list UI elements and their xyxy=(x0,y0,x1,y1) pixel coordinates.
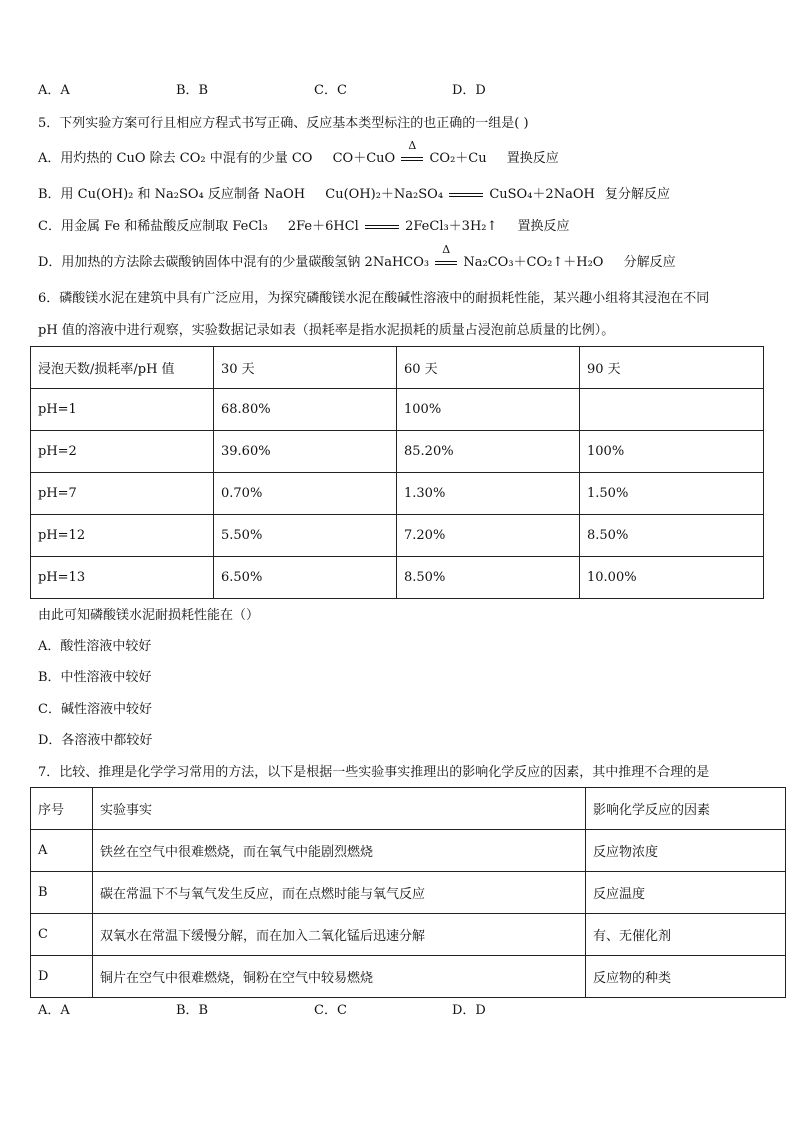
table-cell: 1.30% xyxy=(397,473,580,515)
table-cell: 8.50% xyxy=(397,557,580,599)
q5-a-eq-left: CO＋CuO xyxy=(332,151,396,166)
q5-option-d xyxy=(38,243,676,272)
q7-options xyxy=(38,1002,486,1020)
table-cell: C xyxy=(31,914,93,956)
q4-options xyxy=(38,82,486,100)
q7-stem: 7．比较、推理是化学学习常用的方法，以下是根据一些实验事实推理出的影响化学反应的因素，其中推理不合理的是 xyxy=(38,765,710,780)
q6-option-c: C．碱性溶液中较好 xyxy=(38,702,152,717)
q6-option-d: D．各溶液中都较好 xyxy=(38,733,153,748)
table-cell: A xyxy=(31,830,93,872)
table-row xyxy=(31,389,764,431)
table-row xyxy=(31,914,786,956)
table-cell: pH=12 xyxy=(31,515,214,557)
q6-question: 由此可知磷酸镁水泥耐损耗性能在（） xyxy=(38,608,260,623)
q7-option-c: C．C xyxy=(314,1003,347,1018)
q5-b-eq-right: CuSO₄＋2NaOH xyxy=(489,187,595,202)
q5-b-text: B．用 Cu(OH)₂ 和 Na₂SO₄ 反应制备 NaOH xyxy=(38,187,306,202)
q5-option-a xyxy=(38,139,559,168)
table-row xyxy=(31,557,764,599)
table-cell: 85.20% xyxy=(397,431,580,473)
table-cell: 碳在常温下不与氧气发生反应，而在点燃时能与氧气反应 xyxy=(93,872,586,914)
q5-d-text: D．用加热的方法除去碳酸钠固体中混有的少量碳酸氢钠 2NaHCO₃ xyxy=(38,255,430,270)
q6-header-cell: 60 天 xyxy=(397,347,580,389)
table-cell: 10.00% xyxy=(580,557,764,599)
q5-c-eq-left: 2Fe＋6HCl xyxy=(287,219,359,234)
q5-c-type: 置换反应 xyxy=(517,219,570,234)
table-cell: 铜片在空气中很难燃烧，铜粉在空气中较易燃烧 xyxy=(93,956,586,998)
table-cell: 100% xyxy=(397,389,580,431)
table-cell xyxy=(580,389,764,431)
table-cell: pH=13 xyxy=(31,557,214,599)
table-row xyxy=(31,830,786,872)
q4-option-d: D．D xyxy=(452,83,486,98)
q5-a-eq-right: CO₂＋Cu xyxy=(429,151,487,166)
q4-option-c: C．C xyxy=(314,83,347,98)
q6-header-cell: 90 天 xyxy=(580,347,764,389)
table-cell: 68.80% xyxy=(214,389,397,431)
q6-header-cell: 30 天 xyxy=(214,347,397,389)
q6-header-cell: 浸泡天数/损耗率/pH 值 xyxy=(31,347,214,389)
q6-stem-line1: 6．磷酸镁水泥在建筑中具有广泛应用，为探究磷酸镁水泥在酸碱性溶液中的耐损耗性能，某兴趣小组将其浸泡在不同 xyxy=(38,291,710,306)
table-row xyxy=(31,956,786,998)
q6-table-header xyxy=(31,347,764,389)
q7-table xyxy=(30,787,786,998)
table-cell: 反应物浓度 xyxy=(586,830,786,872)
table-cell: 100% xyxy=(580,431,764,473)
q7-option-b: B．B xyxy=(176,1003,209,1018)
q4-option-b: B．B xyxy=(176,83,209,98)
q5-c-text: C．用金属 Fe 和稀盐酸反应制取 FeCl₃ xyxy=(38,219,268,234)
table-cell: 1.50% xyxy=(580,473,764,515)
q7-header-cell: 实验事实 xyxy=(93,788,586,830)
table-cell: 39.60% xyxy=(214,431,397,473)
q4-option-a: A．A xyxy=(38,83,70,98)
equals-sign xyxy=(365,225,399,229)
q5-b-eq-left: Cu(OH)₂＋Na₂SO₄ xyxy=(325,187,444,202)
table-cell: B xyxy=(31,872,93,914)
equals-sign xyxy=(449,193,483,197)
table-cell: pH=2 xyxy=(31,431,214,473)
q5-c-eq-right: 2FeCl₃＋3H₂↑ xyxy=(405,219,498,234)
heating-equals-sign xyxy=(399,139,425,168)
q7-table-header xyxy=(31,788,786,830)
table-cell: 6.50% xyxy=(214,557,397,599)
q7-option-d: D．D xyxy=(452,1003,486,1018)
table-cell: D xyxy=(31,956,93,998)
heating-equals-sign xyxy=(433,243,459,272)
q7-option-a: A．A xyxy=(38,1003,70,1018)
table-row xyxy=(31,872,786,914)
q5-a-type: 置换反应 xyxy=(506,151,559,166)
q6-stem-line2: pH 值的溶液中进行观察，实验数据记录如表（损耗率是指水泥损耗的质量占浸泡前总质量的比例）。 xyxy=(38,323,615,338)
table-cell: 有、无催化剂 xyxy=(586,914,786,956)
table-cell: pH=7 xyxy=(31,473,214,515)
q5-stem: 5．下列实验方案可行且相应方程式书写正确、反应基本类型标注的也正确的一组是( ) xyxy=(38,116,529,131)
q5-option-b xyxy=(38,186,670,204)
table-cell: 7.20% xyxy=(397,515,580,557)
table-cell: 双氧水在常温下缓慢分解，而在加入二氧化锰后迅速分解 xyxy=(93,914,586,956)
delta-symbol: Δ xyxy=(442,243,451,256)
table-row xyxy=(31,473,764,515)
table-cell: 反应物的种类 xyxy=(586,956,786,998)
q5-b-type: 复分解反应 xyxy=(604,187,670,202)
q6-table xyxy=(30,346,764,599)
q5-a-text: A．用灼热的 CuO 除去 CO₂ 中混有的少量 CO xyxy=(38,151,313,166)
table-row xyxy=(31,515,764,557)
q5-option-c xyxy=(38,218,570,236)
q7-header-cell: 影响化学反应的因素 xyxy=(586,788,786,830)
table-row xyxy=(31,431,764,473)
table-cell: 8.50% xyxy=(580,515,764,557)
table-cell: 铁丝在空气中很难燃烧，而在氧气中能剧烈燃烧 xyxy=(93,830,586,872)
q7-header-cell: 序号 xyxy=(31,788,93,830)
table-cell: 5.50% xyxy=(214,515,397,557)
q5-d-eq-right: Na₂CO₃＋CO₂↑＋H₂O xyxy=(463,255,604,270)
q6-option-b: B．中性溶液中较好 xyxy=(38,670,152,685)
table-cell: 反应温度 xyxy=(586,872,786,914)
delta-symbol: Δ xyxy=(408,139,417,152)
q5-d-type: 分解反应 xyxy=(623,255,676,270)
q6-option-a: A．酸性溶液中较好 xyxy=(38,639,152,654)
table-cell: 0.70% xyxy=(214,473,397,515)
table-cell: pH=1 xyxy=(31,389,214,431)
